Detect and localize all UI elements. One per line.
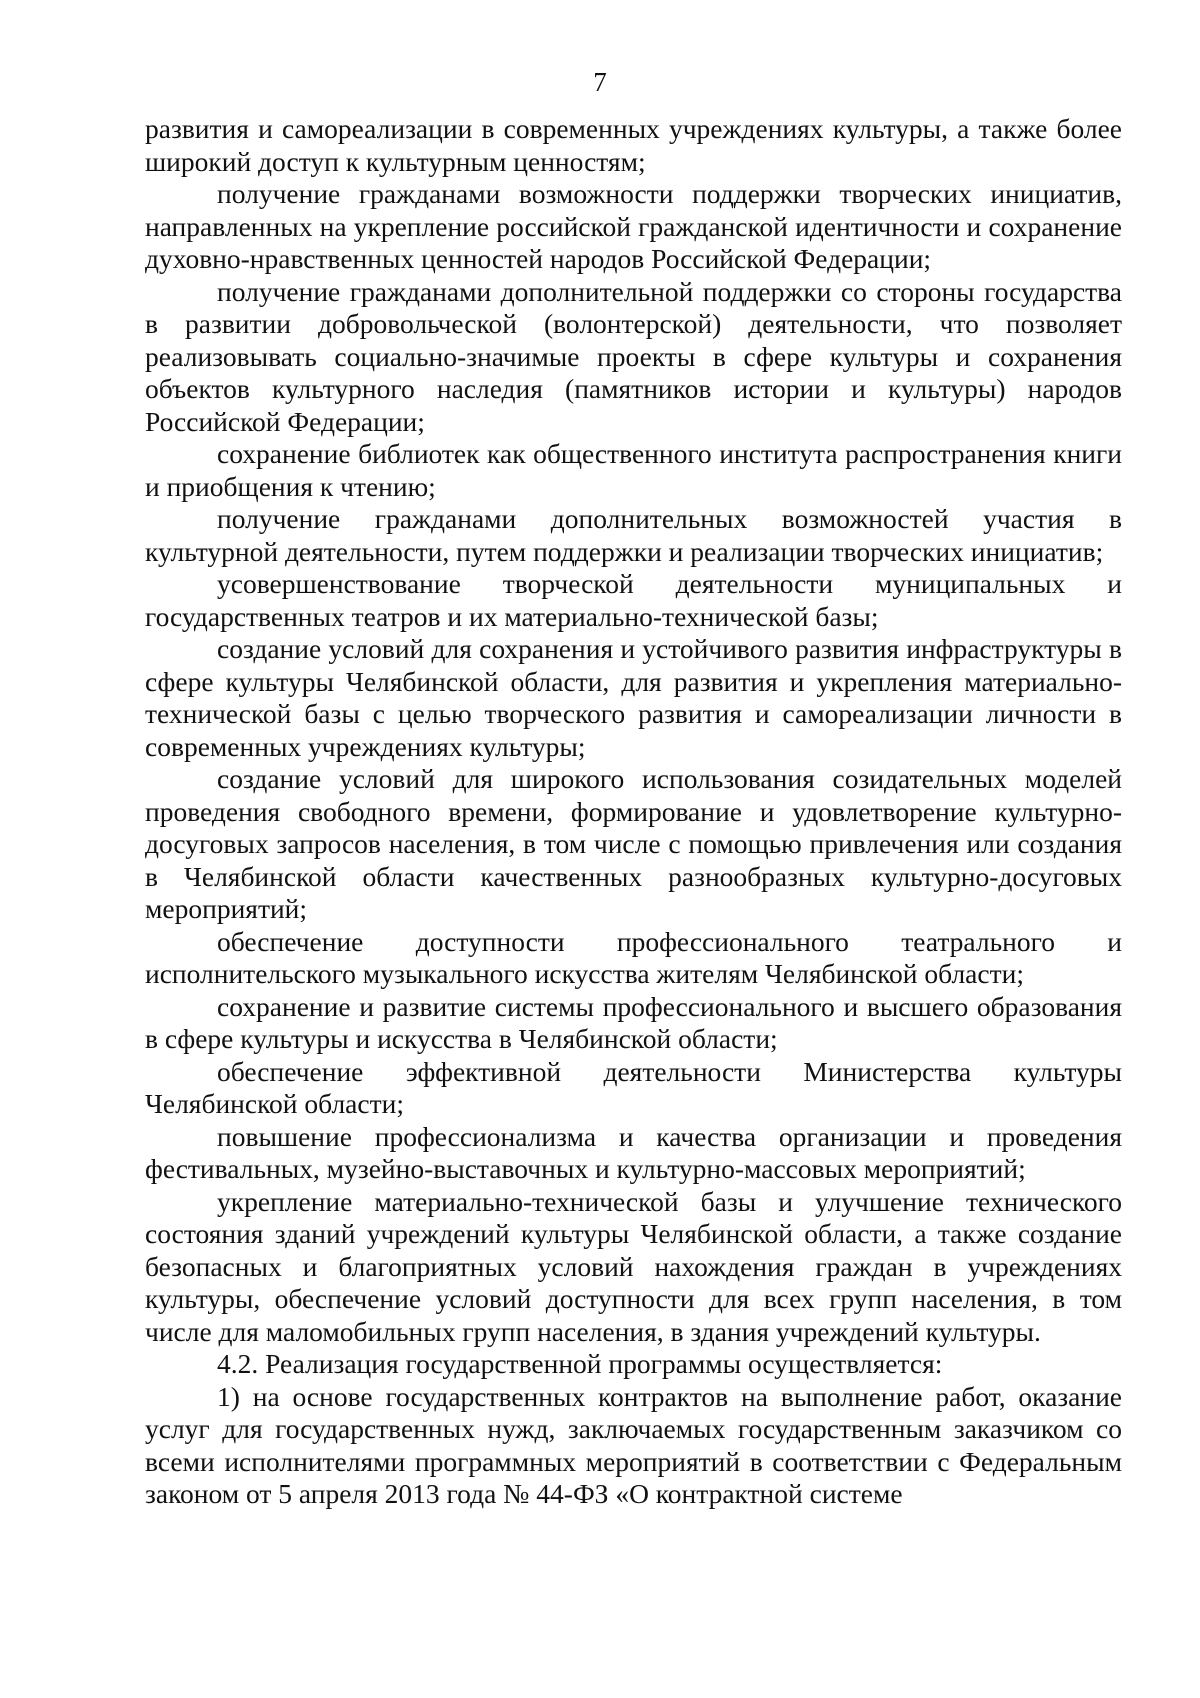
paragraph-creative-initiatives: получение гражданами возможности поддержки творческих инициатив, направленных на укрепление российской гражданской идентичности и сохранение духовно-нравственных ценностей народов Российской Федерации;	[145, 178, 1122, 274]
page-number: 7	[593, 67, 607, 97]
paragraph-infrastructure: создание условий для сохранения и устойчивого развития инфраструктуры в сфере культуры Челябинской области, для развития и укрепления материально-технической базы с целью творческого развития и самореализации личности в современных учреждениях культуры;	[145, 633, 1122, 762]
paragraph-education: сохранение и развитие системы профессионального и высшего образования в сфере культуры и искусства в Челябинской области;	[145, 990, 1122, 1054]
paragraph-buildings: укрепление материально-технической базы и улучшение технического состояния зданий учреждений культуры Челябинской области, а также создание безопасных и благоприятных условий нахождения граждан в учреждениях культуры, обеспечение условий доступности для всех групп населения, в том числе для маломобильных групп населения, в здания учреждений культуры.	[145, 1185, 1122, 1347]
paragraph-theatres: усовершенствование творческой деятельности муниципальных и государственных театров и их материально-технической базы;	[145, 568, 1122, 632]
paragraph-leisure: создание условий для широкого использования созидательных моделей проведения свободного времени, формирование и удовлетворение культурно-досуговых запросов населения, в том числе с помощью привлечения или создания в Челябинской области качественных разнообразных культурно-досуговых мероприятий;	[145, 763, 1122, 924]
section-4-2-heading: 4.2. Реализация государственной программы осуществляется:	[217, 1348, 943, 1379]
paragraph-libraries: сохранение библиотек как общественного института распространения книги и приобщения к чтению;	[145, 438, 1122, 502]
paragraph-volunteer-support: получение гражданами дополнительной поддержки со стороны государства в развитии добровольческой (волонтерской) деятельности, что позволяет реализовывать социально-значимые проекты в сфере культуры и сохранения объектов культурного наследия (памятников истории и культуры) народов Российской Федерации;	[145, 275, 1122, 437]
paragraph-continuation: развития и самореализации в современных учреждениях культуры, а также более широкий доступ к культурным ценностям;	[145, 113, 1122, 177]
paragraph-events: повышение профессионализма и качества организации и проведения фестивальных, музейно-выставочных и культурно-массовых мероприятий;	[145, 1120, 1122, 1184]
document-body	[145, 113, 1122, 1511]
paragraph-theatre-access: обеспечение доступности профессионального театрального и исполнительского музыкального искусства жителям Челябинской области;	[145, 925, 1122, 989]
paragraph-ministry: обеспечение эффективной деятельности Министерства культуры Челябинской области;	[145, 1055, 1122, 1119]
paragraph-contracts: 1) на основе государственных контрактов на выполнение работ, оказание услуг для государственных нужд, заключаемых государственным заказчиком со всеми исполнителями программных мероприятий в соответствии с Федеральным законом от 5 апреля 2013 года № 44-ФЗ «О контрактной системе	[145, 1380, 1122, 1509]
paragraph-cultural-participation: получение гражданами дополнительных возможностей участия в культурной деятельности, путем поддержки и реализации творческих инициатив;	[145, 503, 1122, 567]
